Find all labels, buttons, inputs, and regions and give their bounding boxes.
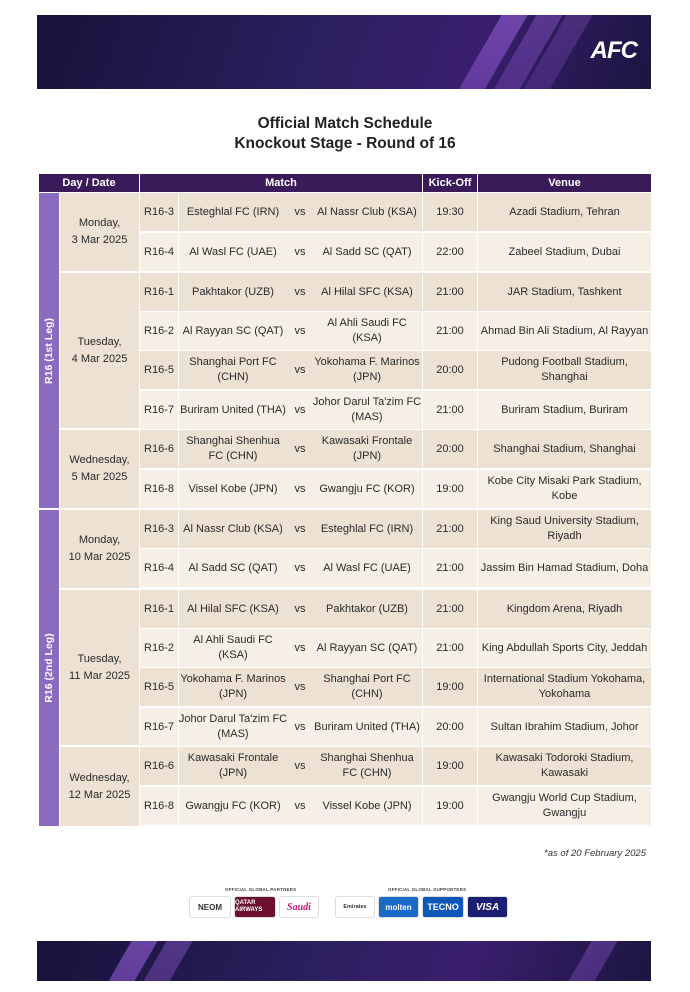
away-team: Al Rayyan SC (QAT) bbox=[316, 641, 418, 654]
header-kickoff: Kick-Off bbox=[423, 174, 477, 192]
column-divider bbox=[178, 193, 179, 231]
day-cell: Wednesday, 5 Mar 2025 bbox=[60, 430, 139, 508]
column-divider bbox=[422, 470, 423, 508]
column-divider bbox=[178, 510, 179, 548]
away-team: Shanghai Port FC (CHN) bbox=[323, 673, 411, 700]
venue-name: Kobe City Misaki Park Stadium, Kobe bbox=[487, 475, 642, 502]
column-divider bbox=[422, 747, 423, 785]
vs-label: vs bbox=[294, 720, 306, 733]
vs-label: vs bbox=[294, 205, 306, 218]
home-team: Al Ahli Saudi FC (KSA) bbox=[193, 634, 273, 661]
leg-label-first: R16 (1st Leg) bbox=[39, 193, 59, 508]
match-code: R16-2 bbox=[144, 641, 174, 654]
column-divider bbox=[422, 430, 423, 468]
home-team: Yokohama F. Marinos (JPN) bbox=[180, 673, 286, 700]
column-divider bbox=[477, 747, 478, 785]
venue-name: JAR Stadium, Tashkent bbox=[507, 285, 622, 298]
match-row bbox=[140, 590, 651, 628]
match-row bbox=[140, 391, 651, 429]
kickoff-time: 20:00 bbox=[436, 720, 464, 733]
column-divider bbox=[477, 629, 478, 667]
away-team: Al Sadd SC (QAT) bbox=[322, 245, 412, 258]
home-team: Shanghai Shenhua FC (CHN) bbox=[186, 435, 280, 462]
vs-label: vs bbox=[294, 799, 306, 812]
column-divider bbox=[477, 312, 478, 350]
column-divider bbox=[477, 193, 478, 231]
home-team: Shanghai Port FC (CHN) bbox=[189, 356, 277, 383]
column-divider bbox=[178, 668, 179, 706]
match-code: R16-1 bbox=[144, 285, 174, 298]
match-code: R16-3 bbox=[144, 522, 174, 535]
kickoff-time: 21:00 bbox=[436, 641, 464, 654]
venue-name: Kingdom Arena, Riyadh bbox=[506, 602, 623, 615]
column-divider bbox=[178, 273, 179, 311]
venue-name: Sultan Ibrahim Stadium, Johor bbox=[490, 720, 639, 733]
vs-label: vs bbox=[294, 482, 306, 495]
column-divider bbox=[178, 590, 179, 628]
venue-name: Kawasaki Todoroki Stadium, Kawasaki bbox=[495, 752, 634, 779]
away-team: Yokohama F. Marinos (JPN) bbox=[314, 356, 420, 383]
saudi-logo: Saudi bbox=[279, 896, 319, 918]
vs-label: vs bbox=[294, 442, 306, 455]
venue-name: International Stadium Yokohama, Yokohama bbox=[483, 673, 646, 700]
banner-stripe bbox=[499, 941, 640, 981]
column-divider bbox=[178, 391, 179, 429]
match-row bbox=[140, 312, 651, 350]
kickoff-time: 19:00 bbox=[436, 680, 464, 693]
venue-name: Jassim Bin Hamad Stadium, Doha bbox=[480, 561, 649, 574]
venue-name: Azadi Stadium, Tehran bbox=[509, 205, 620, 218]
column-divider bbox=[422, 629, 423, 667]
column-divider bbox=[178, 470, 179, 508]
column-divider bbox=[477, 391, 478, 429]
away-team: Gwangju FC (KOR) bbox=[319, 482, 415, 495]
column-divider bbox=[477, 708, 478, 746]
kickoff-time: 21:00 bbox=[436, 522, 464, 535]
column-divider bbox=[178, 312, 179, 350]
home-team: Pakhtakor (UZB) bbox=[192, 285, 274, 298]
match-code: R16-8 bbox=[144, 482, 174, 495]
match-row bbox=[140, 787, 651, 825]
column-divider bbox=[477, 549, 478, 587]
page-title: Official Match Schedule bbox=[257, 115, 433, 132]
afc-logo: AFC bbox=[590, 37, 637, 64]
column-divider bbox=[422, 787, 423, 825]
vs-label: vs bbox=[294, 759, 306, 772]
match-code: R16-7 bbox=[144, 720, 174, 733]
away-team: Johor Darul Ta'zim FC (MAS) bbox=[312, 396, 422, 423]
column-divider bbox=[477, 787, 478, 825]
supporters-label: OFFICIAL GLOBAL SUPPORTERS bbox=[388, 887, 467, 892]
home-team: Johor Darul Ta'zim FC (MAS) bbox=[178, 713, 288, 740]
kickoff-time: 21:00 bbox=[436, 285, 464, 298]
match-row bbox=[140, 430, 651, 468]
footnote: *as of 20 February 2025 bbox=[544, 848, 646, 859]
column-divider bbox=[422, 391, 423, 429]
home-team: Al Rayyan SC (QAT) bbox=[182, 324, 284, 337]
away-team: Al Ahli Saudi FC (KSA) bbox=[327, 317, 407, 344]
day-cell: Tuesday, 4 Mar 2025 bbox=[60, 273, 139, 428]
kickoff-time: 22:00 bbox=[436, 245, 464, 258]
column-divider bbox=[477, 273, 478, 311]
column-divider bbox=[178, 629, 179, 667]
column-divider bbox=[477, 590, 478, 628]
match-row bbox=[140, 747, 651, 785]
column-divider bbox=[422, 708, 423, 746]
neom-logo: NEOM bbox=[189, 896, 231, 918]
match-row bbox=[140, 351, 651, 389]
match-code: R16-6 bbox=[144, 759, 174, 772]
venue-name: King Saud University Stadium, Riyadh bbox=[490, 515, 639, 542]
leg-label-second: R16 (2nd Leg) bbox=[39, 510, 59, 826]
column-divider bbox=[422, 510, 423, 548]
vs-label: vs bbox=[294, 324, 306, 337]
away-team: Kawasaki Frontale (JPN) bbox=[321, 435, 413, 462]
home-team: Kawasaki Frontale (JPN) bbox=[187, 752, 279, 779]
kickoff-time: 19:00 bbox=[436, 482, 464, 495]
venue-name: Ahmad Bin Ali Stadium, Al Rayyan bbox=[480, 324, 649, 337]
home-team: Al Wasl FC (UAE) bbox=[189, 245, 277, 258]
match-row bbox=[140, 273, 651, 311]
day-cell: Monday, 3 Mar 2025 bbox=[60, 193, 139, 271]
vs-label: vs bbox=[294, 561, 306, 574]
column-divider bbox=[477, 668, 478, 706]
home-team: Al Nassr Club (KSA) bbox=[183, 522, 283, 535]
venue-name: Shanghai Stadium, Shanghai bbox=[493, 442, 636, 455]
header-match: Match bbox=[140, 174, 422, 192]
qatar-airways-logo: QATAR AIRWAYS bbox=[234, 896, 276, 918]
match-row bbox=[140, 470, 651, 508]
match-row bbox=[140, 193, 651, 231]
column-divider bbox=[178, 747, 179, 785]
day-cell: Tuesday, 11 Mar 2025 bbox=[60, 590, 139, 745]
kickoff-time: 20:00 bbox=[436, 363, 464, 376]
vs-label: vs bbox=[294, 245, 306, 258]
match-code: R16-1 bbox=[144, 602, 174, 615]
away-team: Esteghlal FC (IRN) bbox=[320, 522, 414, 535]
vs-label: vs bbox=[294, 285, 306, 298]
match-code: R16-4 bbox=[144, 561, 174, 574]
match-row bbox=[140, 629, 651, 667]
day-cell: Wednesday, 12 Mar 2025 bbox=[60, 747, 139, 826]
home-team: Buriram United (THA) bbox=[180, 403, 286, 416]
kickoff-time: 21:00 bbox=[436, 602, 464, 615]
match-code: R16-2 bbox=[144, 324, 174, 337]
column-divider bbox=[422, 590, 423, 628]
kickoff-time: 19:00 bbox=[436, 759, 464, 772]
column-divider bbox=[477, 470, 478, 508]
emirates-logo: Emirates bbox=[335, 896, 375, 918]
partners-label: OFFICIAL GLOBAL PARTNERS bbox=[225, 887, 297, 892]
match-row bbox=[140, 510, 651, 548]
column-divider bbox=[178, 233, 179, 271]
column-divider bbox=[178, 430, 179, 468]
kickoff-time: 19:00 bbox=[436, 799, 464, 812]
home-team: Gwangju FC (KOR) bbox=[185, 799, 281, 812]
match-row bbox=[140, 549, 651, 587]
match-code: R16-5 bbox=[144, 363, 174, 376]
column-divider bbox=[178, 351, 179, 389]
away-team: Pakhtakor (UZB) bbox=[326, 602, 408, 615]
page-subtitle: Knockout Stage - Round of 16 bbox=[234, 135, 456, 152]
match-code: R16-4 bbox=[144, 245, 174, 258]
column-divider bbox=[422, 549, 423, 587]
match-row bbox=[140, 668, 651, 706]
vs-label: vs bbox=[294, 403, 306, 416]
column-divider bbox=[422, 273, 423, 311]
column-divider bbox=[477, 351, 478, 389]
column-divider bbox=[422, 351, 423, 389]
column-divider bbox=[477, 233, 478, 271]
kickoff-time: 19:30 bbox=[436, 205, 464, 218]
venue-name: King Abdullah Sports City, Jeddah bbox=[481, 641, 648, 654]
vs-label: vs bbox=[294, 522, 306, 535]
column-divider bbox=[422, 668, 423, 706]
venue-name: Pudong Football Stadium, Shanghai bbox=[501, 356, 628, 383]
away-team: Al Nassr Club (KSA) bbox=[317, 205, 417, 218]
column-divider bbox=[178, 708, 179, 746]
away-team: Al Wasl FC (UAE) bbox=[323, 561, 411, 574]
footer-banner bbox=[37, 941, 651, 981]
match-code: R16-3 bbox=[144, 205, 174, 218]
away-team: Shanghai Shenhua FC (CHN) bbox=[320, 752, 414, 779]
home-team: Al Hilal SFC (KSA) bbox=[187, 602, 279, 615]
away-team: Al Hilal SFC (KSA) bbox=[321, 285, 413, 298]
home-team: Vissel Kobe (JPN) bbox=[188, 482, 278, 495]
match-code: R16-6 bbox=[144, 442, 174, 455]
kickoff-time: 20:00 bbox=[436, 442, 464, 455]
tecno-logo: TECNO bbox=[422, 896, 464, 918]
kickoff-time: 21:00 bbox=[436, 324, 464, 337]
home-team: Al Sadd SC (QAT) bbox=[188, 561, 278, 574]
vs-label: vs bbox=[294, 680, 306, 693]
away-team: Vissel Kobe (JPN) bbox=[322, 799, 412, 812]
away-team: Buriram United (THA) bbox=[314, 720, 420, 733]
match-code: R16-5 bbox=[144, 680, 174, 693]
column-divider bbox=[477, 430, 478, 468]
column-divider bbox=[422, 193, 423, 231]
match-code: R16-7 bbox=[144, 403, 174, 416]
match-code: R16-8 bbox=[144, 799, 174, 812]
venue-name: Buriram Stadium, Buriram bbox=[501, 403, 628, 416]
venue-name: Zabeel Stadium, Dubai bbox=[508, 245, 621, 258]
molten-logo: molten bbox=[378, 896, 419, 918]
column-divider bbox=[422, 233, 423, 271]
home-team: Esteghlal FC (IRN) bbox=[186, 205, 280, 218]
column-divider bbox=[477, 510, 478, 548]
column-divider bbox=[422, 312, 423, 350]
match-row bbox=[140, 233, 651, 271]
kickoff-time: 21:00 bbox=[436, 561, 464, 574]
vs-label: vs bbox=[294, 641, 306, 654]
header-day-date: Day / Date bbox=[39, 174, 139, 192]
header-banner bbox=[37, 15, 651, 89]
column-divider bbox=[178, 787, 179, 825]
venue-name: Gwangju World Cup Stadium, Gwangju bbox=[492, 792, 637, 819]
vs-label: vs bbox=[294, 602, 306, 615]
kickoff-time: 21:00 bbox=[436, 403, 464, 416]
header-venue: Venue bbox=[478, 174, 651, 192]
visa-logo: VISA bbox=[467, 896, 508, 918]
day-cell: Monday, 10 Mar 2025 bbox=[60, 510, 139, 588]
match-row bbox=[140, 708, 651, 746]
column-divider bbox=[178, 549, 179, 587]
vs-label: vs bbox=[294, 363, 306, 376]
